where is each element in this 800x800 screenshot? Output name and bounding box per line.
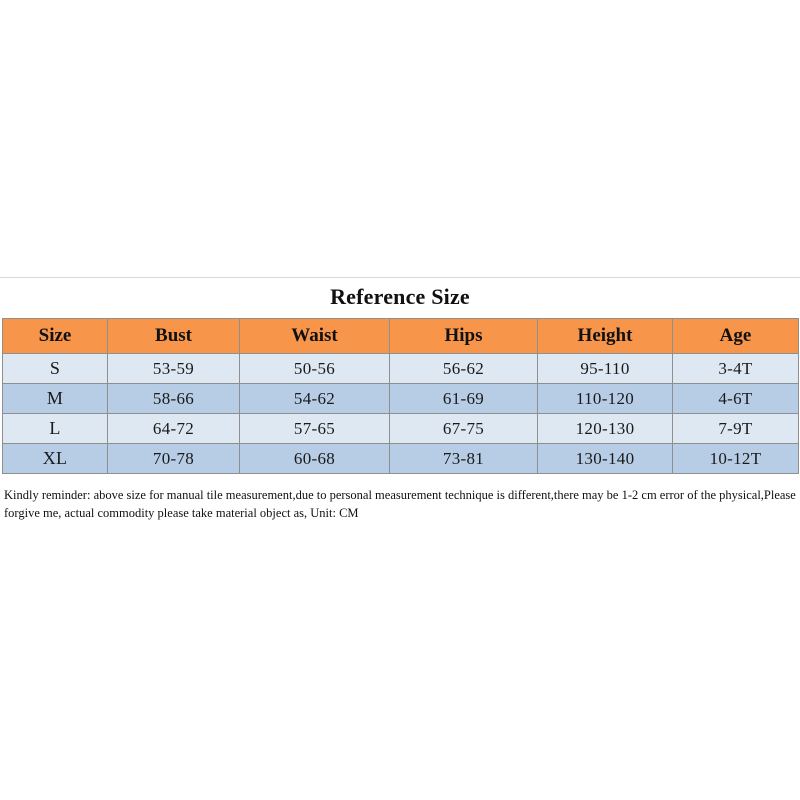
- table-row: [3, 444, 799, 474]
- cell-height: 95-110: [538, 354, 673, 384]
- top-divider: [0, 277, 800, 278]
- table-row: [3, 384, 799, 414]
- cell-hips: 73-81: [390, 444, 538, 474]
- cell-age: 4-6T: [673, 384, 799, 414]
- table-header: [3, 319, 799, 354]
- size-chart-panel: [0, 277, 800, 527]
- header-size: Size: [3, 319, 108, 354]
- cell-waist: 57-65: [240, 414, 390, 444]
- cell-bust: 53-59: [108, 354, 240, 384]
- header-age: Age: [673, 319, 799, 354]
- cell-age: 10-12T: [673, 444, 799, 474]
- cell-height: 120-130: [538, 414, 673, 444]
- cell-height: 130-140: [538, 444, 673, 474]
- cell-size: M: [3, 384, 108, 414]
- cell-size: L: [3, 414, 108, 444]
- cell-height: 110-120: [538, 384, 673, 414]
- chart-title: Reference Size: [330, 284, 470, 309]
- cell-size: XL: [3, 444, 108, 474]
- cell-hips: 56-62: [390, 354, 538, 384]
- cell-waist: 60-68: [240, 444, 390, 474]
- cell-size: S: [3, 354, 108, 384]
- header-height: Height: [538, 319, 673, 354]
- cell-age: 3-4T: [673, 354, 799, 384]
- table-row: [3, 414, 799, 444]
- cell-bust: 58-66: [108, 384, 240, 414]
- header-hips: Hips: [390, 319, 538, 354]
- cell-hips: 61-69: [390, 384, 538, 414]
- table-row: [3, 354, 799, 384]
- measurement-note: Kindly reminder: above size for manual tile measurement,due to personal measurement technique is different,there may be 1-2 cm error of the physical,Please forgive me, actual commodity please take material object as, Unit: CM: [4, 488, 796, 520]
- cell-bust: 70-78: [108, 444, 240, 474]
- size-table: [2, 318, 799, 474]
- header-row: [3, 319, 799, 354]
- cell-waist: 50-56: [240, 354, 390, 384]
- cell-hips: 67-75: [390, 414, 538, 444]
- header-bust: Bust: [108, 319, 240, 354]
- cell-waist: 54-62: [240, 384, 390, 414]
- header-waist: Waist: [240, 319, 390, 354]
- cell-age: 7-9T: [673, 414, 799, 444]
- cell-bust: 64-72: [108, 414, 240, 444]
- table-body: [3, 354, 799, 474]
